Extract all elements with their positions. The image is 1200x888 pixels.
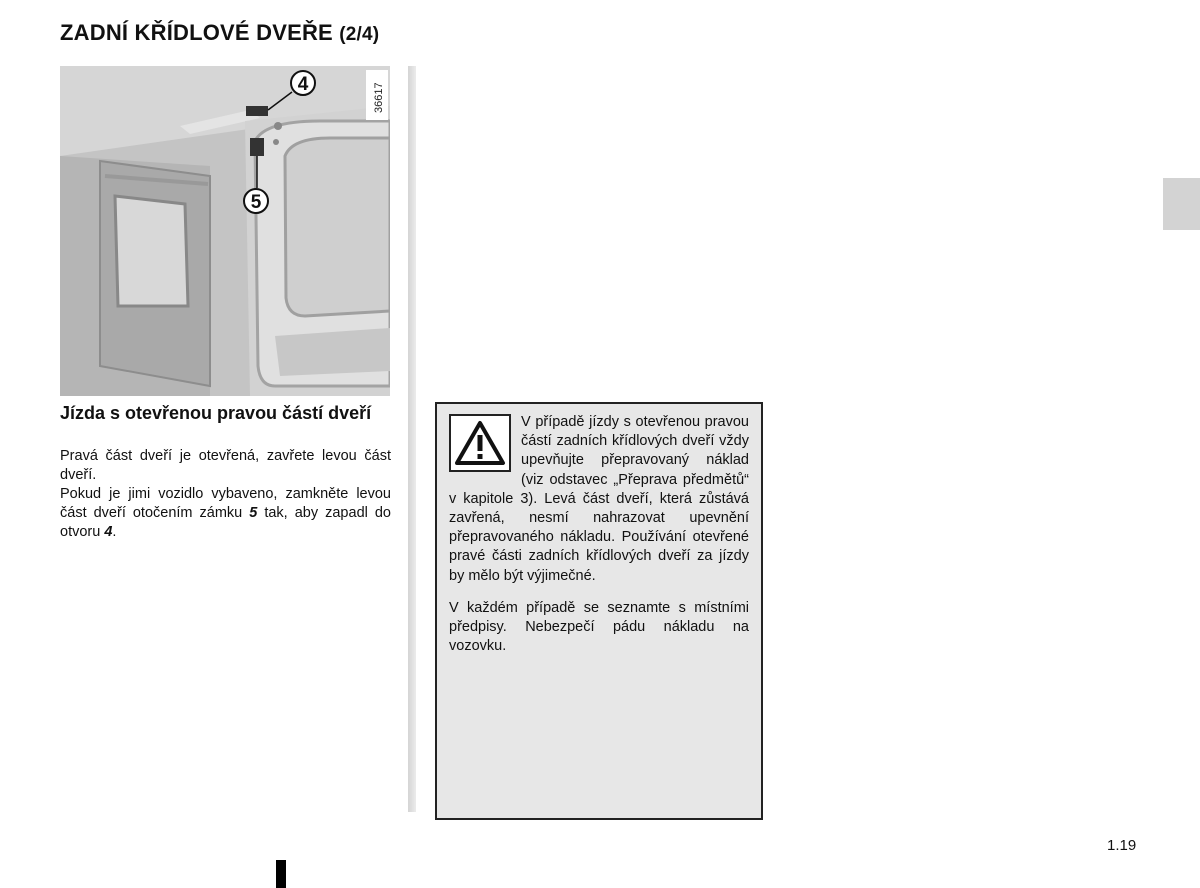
page-number: 1.19 bbox=[1107, 837, 1137, 854]
section-heading: Jízda s otevřenou pravou částí dveří bbox=[60, 403, 372, 423]
callout-5: 5 bbox=[250, 192, 262, 213]
warning-paragraph-2: V každém případě se seznamte s místními předpisy. Nebezpečí pádu nákladu na vozovku. bbox=[449, 599, 749, 655]
warning-box bbox=[435, 402, 763, 820]
rear-door-drawing bbox=[60, 66, 390, 396]
body-paragraph-2-part-1: Pokud je jimi vozidlo vybaveno, zamkněte levou část dveří otočením zámku bbox=[60, 486, 391, 521]
body-paragraph-2-end: . bbox=[112, 524, 117, 540]
body-paragraph-2-part-2: tak, aby zapadl do otvoru bbox=[60, 505, 391, 540]
rear-door-illustration bbox=[60, 66, 390, 396]
page-title bbox=[60, 20, 379, 46]
lock-ref-5: 5 bbox=[249, 505, 258, 521]
column-divider bbox=[408, 66, 416, 812]
warning-triangle-icon bbox=[449, 414, 511, 472]
hole-ref-4: 4 bbox=[104, 524, 113, 540]
page-title-text: ZADNÍ KŘÍDLOVÉ DVEŘE bbox=[60, 20, 333, 45]
section-body bbox=[60, 447, 391, 542]
print-mark bbox=[276, 860, 286, 888]
body-paragraph-2 bbox=[60, 485, 391, 542]
page-title-suffix: (2/4) bbox=[339, 24, 380, 45]
chapter-tab bbox=[1163, 178, 1200, 230]
body-paragraph-1: Pravá část dveří je otevřená, zavřete levou část dveří. bbox=[60, 448, 391, 483]
callout-4: 4 bbox=[297, 74, 309, 95]
image-code: 36617 bbox=[373, 82, 385, 113]
warning-paragraph-1: V případě jízdy s otevřenou pravou částí zadních křídlových dveří vždy upevňujte přepravovaný náklad (viz odstavec „Přeprava předmětů“ v kapitole 3). Levá část dveří, která zůstává zavřená, nesmí nahrazovat upevnění přepravovaného nákladu. Používání otevřené pravé části zadních křídlových dveří za jízdy by mělo být výjimečné. bbox=[449, 414, 749, 584]
